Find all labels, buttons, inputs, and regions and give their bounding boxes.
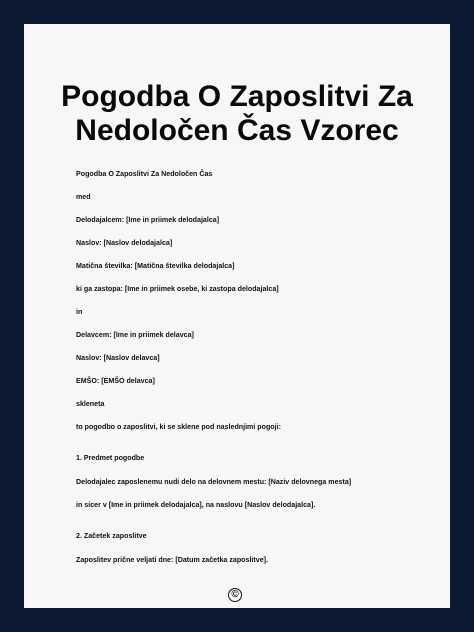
copyright-icon: © xyxy=(228,588,242,602)
section-2-heading: 2. Začetek zaposlitve xyxy=(76,532,147,540)
document-title-line-1: Pogodba O Zaposlitvi Za xyxy=(61,80,413,113)
employer-address: Naslov: [Naslov delodajalca] xyxy=(76,239,173,247)
text-conclude: skleneta xyxy=(76,400,105,408)
section-1-text-line-1: Delodajalec zaposlenemu nudi delo na delovnem mestu: [Naziv delovnega mesta] xyxy=(76,478,352,486)
section-1-heading: 1. Predmet pogodbe xyxy=(76,454,145,462)
section-1-text-line-2: in sicer v [Ime in priimek delodajalca], na naslovu [Naslov delodajalca]. xyxy=(76,501,316,509)
document-title-line-2: Nedoločen Čas Vzorec xyxy=(75,114,399,147)
text-and: in xyxy=(76,308,83,316)
employer-name: Delodajalcem: [Ime in priimek delodajalca] xyxy=(76,216,220,224)
employer-registration: Matična številka: [Matična številka delodajalca] xyxy=(76,262,235,270)
contract-intro: to pogodbo o zaposlitvi, ki se sklene pod naslednjimi pogoji: xyxy=(76,423,281,431)
employee-address: Naslov: [Naslov delavca] xyxy=(76,354,160,362)
employee-emso: EMŠO: [EMŠO delavca] xyxy=(76,377,155,385)
document-page xyxy=(24,24,450,608)
document-title xyxy=(24,80,450,148)
section-2-text: Zaposlitev prične veljati dne: [Datum začetka zaposlitve]. xyxy=(76,556,268,564)
employer-representative: ki ga zastopa: [Ime in priimek osebe, ki zastopa delodajalca] xyxy=(76,285,279,293)
text-between: med xyxy=(76,193,91,201)
contract-heading: Pogodba O Zaposlitvi Za Nedoločen Čas xyxy=(76,170,213,178)
employee-name: Delavcem: [Ime in priimek delavca] xyxy=(76,331,194,339)
